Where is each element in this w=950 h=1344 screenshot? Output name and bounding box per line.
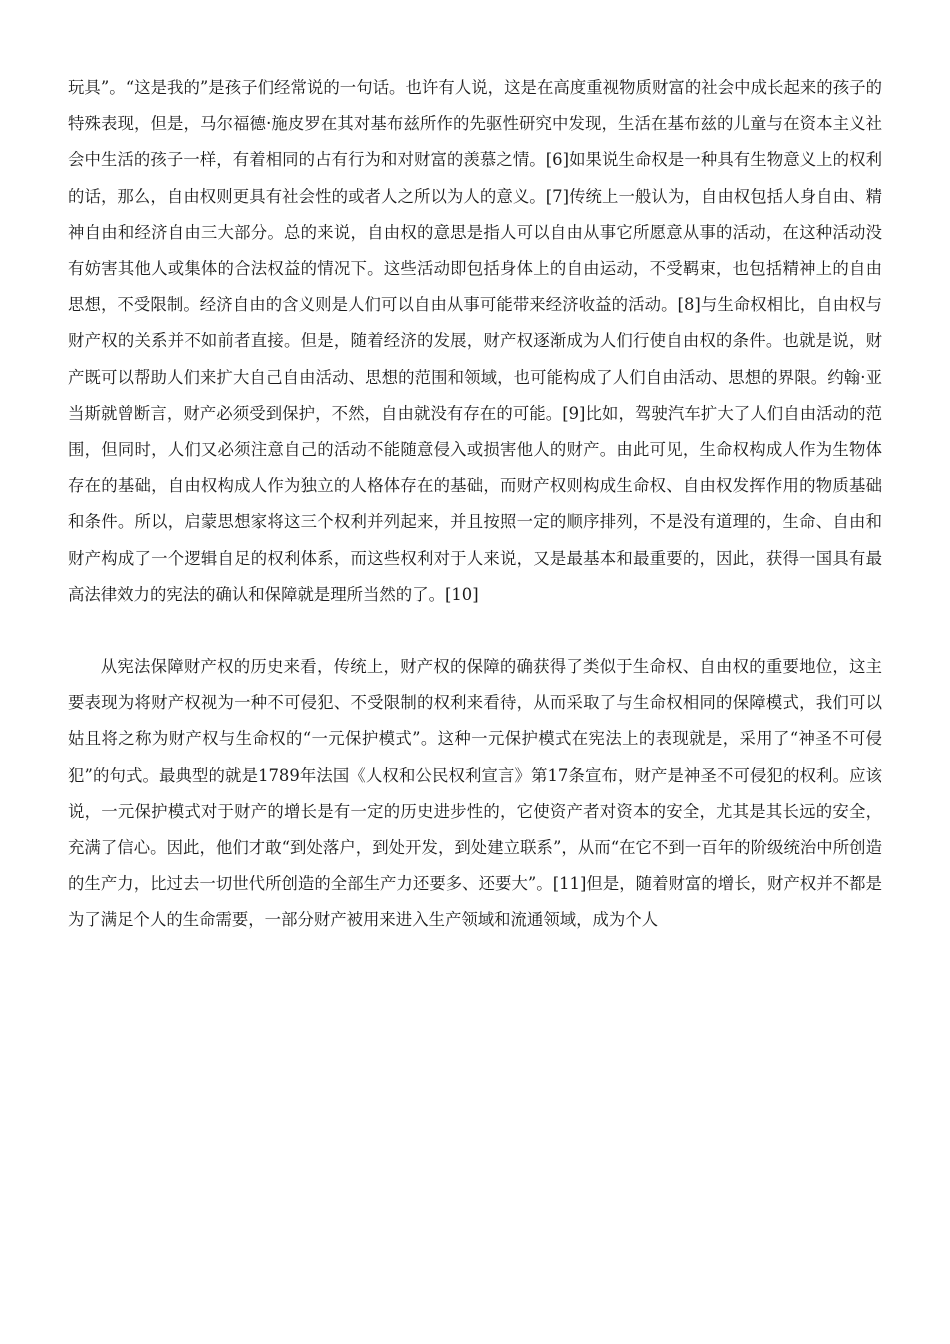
paragraph-property-protection-history: 从宪法保障财产权的历史来看，传统上，财产权的保障的确获得了类似于生命权、自由权的重要地位，这主要表现为将财产权视为一种不可侵犯、不受限制的权利来看待，从而采取了与生命权相同的保障模式，我们可以姑且将之称为财产权与生命权的“一元保护模式”。这种一元保护模式在宪法上的表现就是，采用了“神圣不可侵犯”的句式。最典型的就是1789年法国《人权和公民权利宣言》第17条宣布，财产是神圣不可侵犯的权利。应该说，一元保护模式对于财产的增长是有一定的历史进步性的，它使资产者对资本的安全，尤其是其长远的安全，充满了信心。因此，他们才敢“到处落户，到处开发，到处建立联系”，从而“在它不到一百年的阶级统治中所创造的生产力，比过去一切世代所创造的全部生产力还要多、还要大”。[11]但是，随着财富的增长，财产权并不都是为了满足个人的生命需要，一部分财产被用来进入生产领域和流通领域，成为个人 — [68, 657, 882, 930]
document-page — [68, 70, 882, 939]
paragraph-rights-system: 玩具”。“这是我的”是孩子们经常说的一句话。也许有人说，这是在高度重视物质财富的社会中成长起来的孩子的特殊表现，但是，马尔福德·施皮罗在其对基布兹所作的先驱性研究中发现，生活在基布兹的儿童与在资本主义社会中生活的孩子一样，有着相同的占有行为和对财富的羡慕之情。[6]如果说生命权是一种具有生物意义上的权利的话，那么，自由权则更具有社会性的或者人之所以为人的意义。[7]传统上一般认为，自由权包括人身自由、精神自由和经济自由三大部分。总的来说，自由权的意思是指人可以自由从事它所愿意从事的活动，在这种活动没有妨害其他人或集体的合法权益的情况下。这些活动即包括身体上的自由运动，不受羁束，也包括精神上的自由思想，不受限制。经济自由的含义则是人们可以自由从事可能带来经济收益的活动。[8]与生命权相比，自由权与财产权的关系并不如前者直接。但是，随着经济的发展，财产权逐渐成为人们行使自由权的条件。也就是说，财产既可以帮助人们来扩大自己自由活动、思想的范围和领域，也可能构成了人们自由活动、思想的界限。约翰·亚当斯就曾断言，财产必须受到保护，不然，自由就没有存在的可能。[9]比如，驾驶汽车扩大了人们自由活动的范围，但同时，人们又必须注意自己的活动不能随意侵入或损害他人的财产。由此可见，生命权构成人作为生物体存在的基础，自由权构成人作为独立的人格体存在的基础，而财产权则构成生命权、自由权发挥作用的物质基础和条件。所以，启蒙思想家将这三个权利并列起来，并且按照一定的顺序排列，不是没有道理的，生命、自由和财产构成了一个逻辑自足的权利体系，而这些权利对于人来说，又是最基本和最重要的，因此，获得一国具有最高法律效力的宪法的确认和保障就是理所当然的了。[10] — [68, 78, 882, 604]
